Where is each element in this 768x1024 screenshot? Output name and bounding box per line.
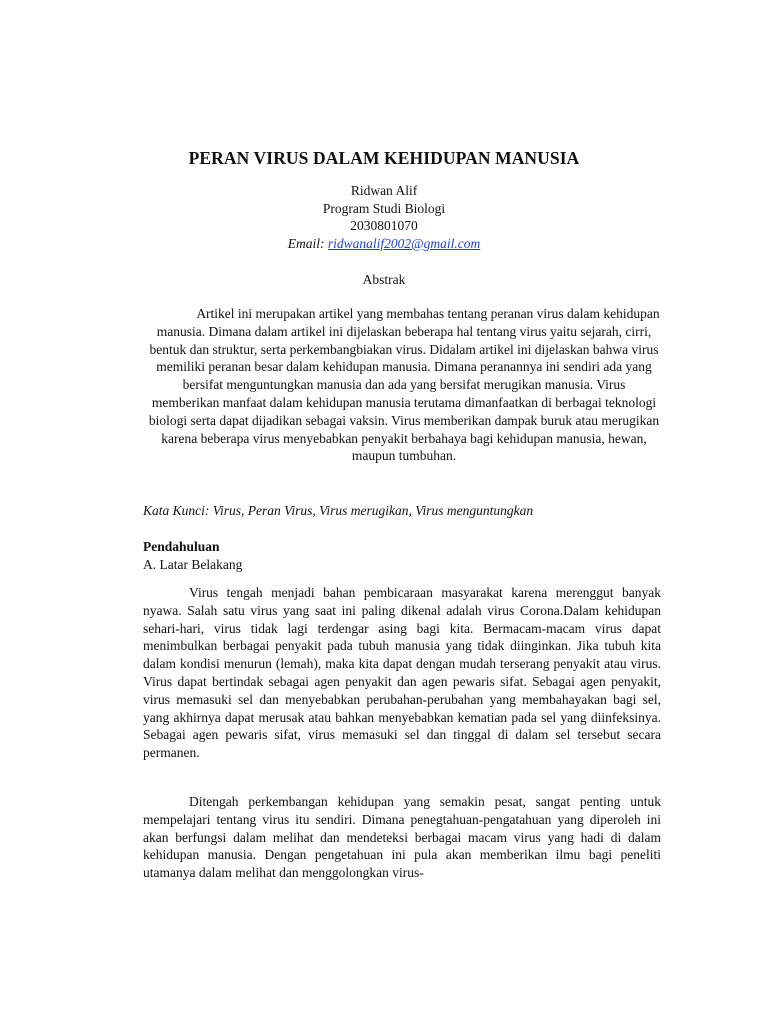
email-label: Email:: [287, 235, 328, 251]
abstract-content: Artikel ini merupakan artikel yang membahas tentang peranan virus dalam kehidupan manusia. Dimana dalam artikel ini dijelaskan beberapa hal tentang virus yaitu sejarah, cirri, bentuk dan struktur, serta perkembangbiakan virus. Didalam artikel ini dijelaskan bahwa virus memiliki peranan besar dalam kehidupan manusia. Dimana peranannya ini sendiri ada yang bersifat menguntungkan manusia dan ada yang bersifat merugikan manusia. Virus memberikan manfaat dalam kehidupan manusia terutama dimanfaatkan di berbagai teknologi biologi serta dapat dijadikan sebagai vaksin. Virus memberikan dampak buruk atau merugikan karena beberapa virus menyebabkan penyakit berbahaya bagi kehidupan manusia, hewan, maupun tumbuhan.: [148, 306, 660, 464]
abstract-heading: Abstrak: [362, 272, 406, 287]
student-id: 2030801070: [350, 218, 418, 233]
body-paragraph-1: [143, 584, 661, 762]
paragraph-2-text: Ditengah perkembangan kehidupan yang semakin pesat, sangat penting untuk mempelajari tentang virus itu sendiri. Dimana penegtahuan-pengatahuan yang diperoleh ini akan berfungsi dalam melihat dan mendeteksi berbagai macam virus yang hadi di dalam kehidupan manusia. Dengan pengetahuan ini pula akan memberikan ilmu bagi peneliti utamanya dalam melihat dan menggolongkan virus-: [143, 794, 661, 881]
email-line: [0, 235, 768, 253]
email-link[interactable]: ridwanalif2002@gmail.com: [327, 235, 481, 251]
keywords-line: Kata Kunci: Virus, Peran Virus, Virus merugikan, Virus menguntungkan: [143, 503, 534, 518]
abstract-text: [148, 305, 660, 465]
author-block: [0, 182, 768, 252]
body-paragraph-2: [143, 793, 661, 882]
author-name: Ridwan Alif: [350, 183, 418, 198]
paragraph-1-text: Virus tengah menjadi bahan pembicaraan masyarakat karena merenggut banyak nyawa. Salah satu virus yang saat ini paling dikenal adalah virus Corona.Dalam kehidupan sehari-hari, virus tidak lagi terdengar asing bagi kita. Bermacam-macam virus dapat menimbulkan berbagai penyakit pada tubuh manusia yang tidak diinginkan. Jika tubuh kita dalam kondisi menurun (lemah), maka kita dapat dengan mudah terserang penyakit atau virus. Virus dapat bertindak sebagai agen penyakit dan agen pewaris sifat. Sebagai agen penyakit, virus memasuki sel dan menyebabkan perubahan-perubahan yang membahayakan bagi sel, yang akhirnya dapat merusak atau bahkan menyebabkan kematian pada sel yang diinfeksinya. Sebagai agen pewaris sifat, virus memasuki sel dan tinggal di dalam sel tersebut secara permanen.: [143, 585, 661, 761]
section-heading: Pendahuluan: [143, 539, 220, 554]
subsection-heading: A. Latar Belakang: [143, 557, 243, 572]
study-program: Program Studi Biologi: [322, 200, 446, 216]
paper-title: PERAN VIRUS DALAM KEHIDUPAN MANUSIA: [188, 148, 580, 168]
